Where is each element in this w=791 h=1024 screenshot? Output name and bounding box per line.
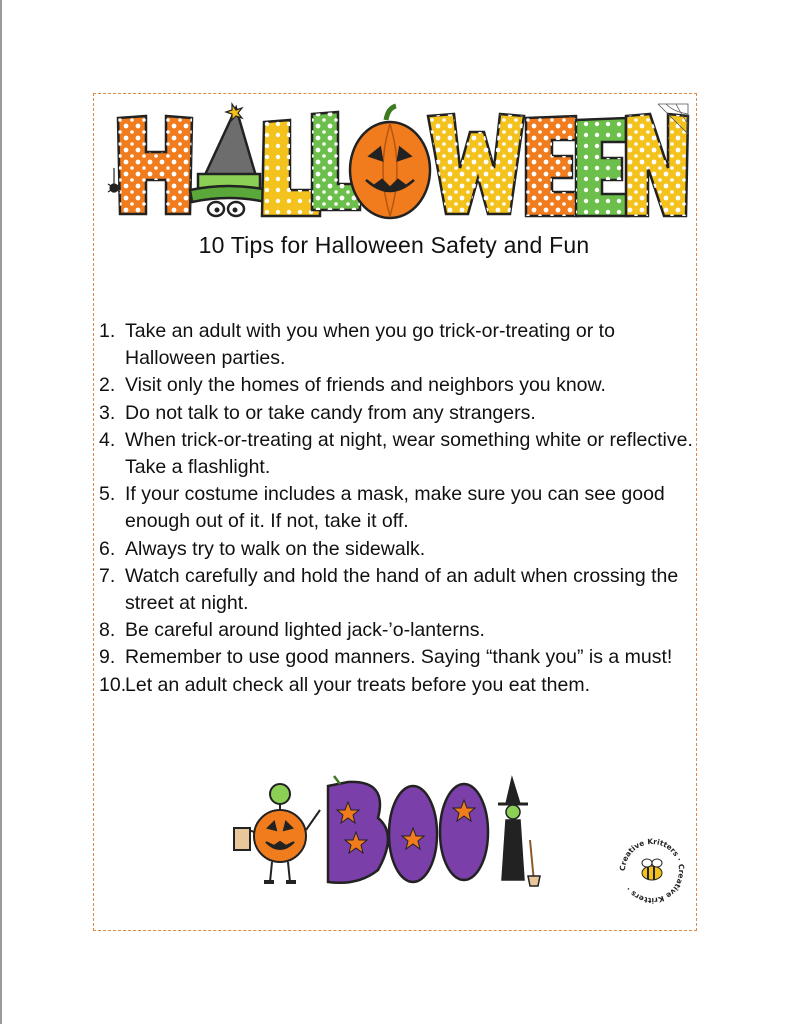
creative-kritters-logo — [617, 836, 687, 906]
tips-list — [99, 318, 698, 699]
list-item-number: 8. — [99, 619, 116, 642]
boo-illustration — [228, 770, 558, 892]
list-item-number: 3. — [99, 401, 116, 424]
letter-e-1 — [526, 116, 578, 216]
list-item-text: Be careful around lighted jack-’o-lanterns. — [125, 619, 485, 642]
list-item — [99, 481, 698, 535]
halloween-banner-art — [98, 98, 690, 226]
list-item-number: 7. — [99, 564, 116, 587]
letter-o-1 — [389, 786, 437, 882]
list-item — [99, 563, 698, 617]
pumpkin-kid-icon — [234, 784, 320, 882]
list-item-number: 10. — [99, 673, 127, 696]
list-item-text: Watch carefully and hold the hand of an adult when crossing the street at night. — [125, 564, 679, 615]
letter-o-pumpkin — [350, 106, 430, 218]
letter-b — [328, 776, 388, 883]
page-subtitle: 10 Tips for Halloween Safety and Fun — [198, 232, 590, 258]
letter-e-2 — [576, 118, 628, 216]
list-item-text: Visit only the homes of friends and neighbors you know. — [125, 374, 606, 397]
letter-w — [428, 114, 524, 214]
list-item-number: 2. — [99, 374, 116, 397]
letter-o-2 — [440, 784, 488, 880]
list-item — [99, 672, 698, 699]
list-item-text: Do not talk to or take candy from any strangers. — [125, 401, 536, 424]
letter-h — [118, 116, 192, 214]
list-item-number: 5. — [99, 483, 116, 506]
letter-n — [626, 114, 688, 216]
list-item-number: 9. — [99, 646, 116, 669]
logo-text: Creative Kritters · Creative Kritters · — [617, 836, 687, 906]
list-item — [99, 644, 698, 671]
list-item — [99, 536, 698, 563]
list-item-text: Take an adult with you when you go trick-or-treating or to Halloween parties. — [125, 320, 615, 370]
list-item — [99, 427, 698, 481]
witch-icon — [498, 778, 540, 886]
bee-icon — [642, 859, 662, 880]
list-item-number: 1. — [99, 320, 116, 342]
list-item — [99, 372, 698, 399]
list-item — [99, 617, 698, 644]
list-item-text: If your costume includes a mask, make sure you can see good enough out of it. If not, take it off. — [125, 483, 665, 533]
letter-a-witch-hat — [190, 104, 268, 216]
list-item-text: Always try to walk on the sidewalk. — [125, 537, 426, 560]
list-item-text: Let an adult check all your treats before you eat them. — [125, 673, 591, 696]
page-edge-line — [0, 0, 2, 1024]
list-item-text: When trick-or-treating at night, wear something white or reflective. Take a flashlight. — [125, 428, 693, 479]
list-item-text: Remember to use good manners. Saying “thank you” is a must! — [125, 646, 673, 669]
list-item-number: 4. — [99, 428, 116, 451]
list-item — [99, 318, 698, 372]
list-item-number: 6. — [99, 537, 116, 560]
list-item — [99, 400, 698, 427]
